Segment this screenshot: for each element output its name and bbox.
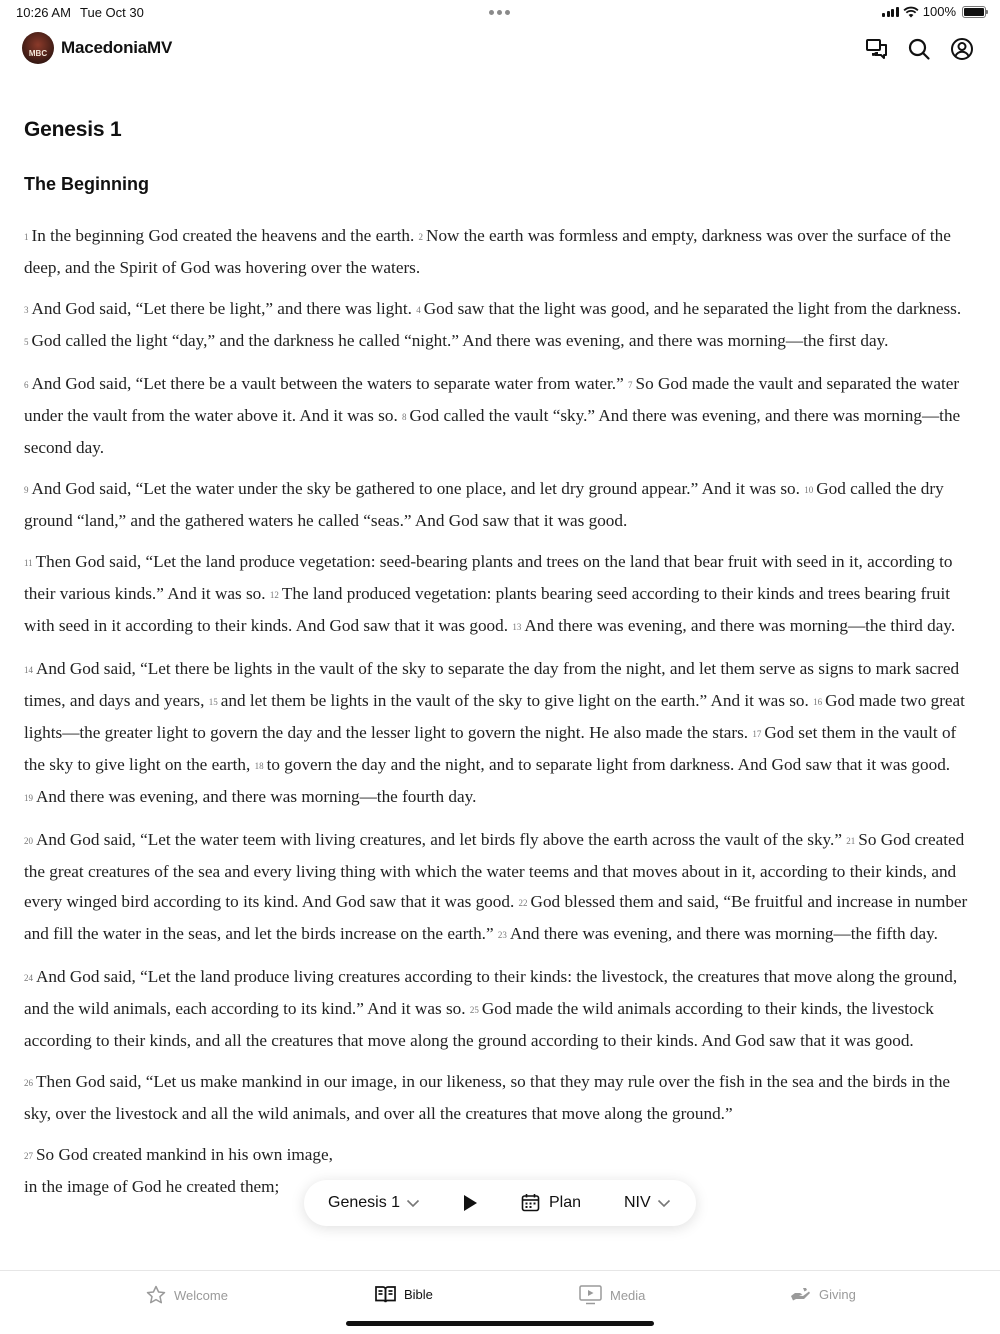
reading-plan-button[interactable] [521,1193,581,1212]
section-title: The Beginning [24,174,149,194]
status-bar [0,0,1000,24]
play-icon [462,1194,478,1212]
home-indicator[interactable] [346,1321,654,1326]
verse-text[interactable]: And God said, “Let there be a vault between the waters to separate water from water.” [31,374,624,393]
verse-number[interactable]: 18 [254,761,264,771]
verse-text[interactable]: So God created the great creatures of the sea and every living thing with which the water teems and that moves about in it, according to their kinds, and every winged bird according to its kind. And God saw that it was good. [24,830,965,911]
verse-number[interactable]: 24 [24,973,33,983]
verse-text[interactable]: Then God said, “Let the land produce vegetation: seed-bearing plants and trees on the land that bear fruit with seed in it, according to their various kinds.” And it was so. [24,552,953,603]
giving-icon [790,1285,811,1303]
verse-number[interactable]: 20 [24,836,33,846]
tab-welcome[interactable] [146,1285,228,1305]
account-icon[interactable] [949,36,975,62]
bible-reader[interactable] [24,110,976,1270]
verse-number[interactable]: 16 [813,697,823,707]
verse-number[interactable]: 9 [24,485,29,495]
verse-number[interactable]: 12 [269,590,279,600]
verse-text[interactable]: And God said, “Let the water under the sky be gathered to one place, and let dry ground appear.” And it was so. [31,479,800,498]
battery-icon [962,6,986,18]
verse-text[interactable]: God blessed them and said, “Be fruitful and increase in number and fill the water in the seas, and let the birds increase on the earth.” [24,892,968,943]
verse-text[interactable]: In the beginning God created the heavens and the earth. [31,226,415,245]
verse-text[interactable]: God called the dry ground “land,” and the gathered waters he called “seas.” And God saw that it was good. [24,479,944,530]
verse-text[interactable]: And God said, “Let the land produce living creatures according to their kinds: the livestock, the creatures that move along the ground, and the wild animals, each according to its kind.” And it was so. [24,967,958,1018]
reader-controls [304,1180,696,1226]
verse-number[interactable]: 6 [24,380,29,390]
verse-text[interactable]: to govern the day and the night, and to separate light from darkness. And God saw that it was good. [266,755,951,774]
verse-text[interactable]: So God created mankind in his own image, in the image of God he created them; [24,1145,333,1196]
passage-paragraph [24,221,976,283]
star-icon [146,1285,166,1305]
verse-number[interactable]: 15 [208,697,218,707]
passage-paragraph [24,654,976,814]
book-chapter-selector[interactable] [328,1194,420,1212]
app-header [0,30,1000,68]
calendar-icon [521,1193,540,1212]
verse-text[interactable]: So God made the vault and separated the water under the vault from the water above it. And it was so. [24,374,960,425]
version-label: NIV [624,1194,651,1211]
verse-text[interactable]: And there was evening, and there was morning—the fourth day. [36,787,477,806]
multitasking-dots-icon[interactable] [489,10,510,15]
status-time: 10:26 AM [16,5,71,20]
passage-paragraph [24,294,976,358]
verse-number[interactable]: 2 [418,232,424,242]
verse-number[interactable]: 22 [518,898,528,908]
verse-text[interactable]: Now the earth was formless and empty, darkness was over the surface of the deep, and the Spirit of God was hovering over the waters. [24,226,951,277]
verse-text[interactable]: And God said, “Let there be lights in the vault of the sky to separate the day from the night, and let them serve as signs to mark sacred times, and days and years, [24,659,960,710]
verse-number[interactable]: 10 [804,485,814,495]
tab-label: Media [610,1287,646,1303]
verse-number[interactable]: 1 [24,232,29,242]
verse-text[interactable]: God made the wild animals according to their kinds, the livestock according to their kinds, and all the creatures that move along the ground according to their kinds. And God saw that it was good. [24,999,934,1050]
verse-text[interactable]: and let them be lights in the vault of the sky to give light on the earth.” And it was so. [220,691,809,710]
verse-text[interactable]: God called the vault “sky.” And there was evening, and there was morning—the second day. [24,406,961,457]
status-date: Tue Oct 30 [80,5,144,20]
verse-number[interactable]: 17 [752,729,762,739]
wifi-icon [903,6,919,18]
verse-text[interactable]: God called the light “day,” and the darkness he called “night.” And there was evening, and there was morning—the first day. [31,331,889,350]
verse-number[interactable]: 7 [628,380,633,390]
tab-bible[interactable] [375,1285,433,1303]
version-selector[interactable] [624,1194,671,1212]
verse-text[interactable]: Then God said, “Let us make mankind in our image, in our likeness, so that they may rule over the fish in the sea and the birds in the sky, over the livestock and all the wild animals, and over all the creatures that move along the ground.” [24,1072,951,1123]
verse-number[interactable]: 27 [24,1151,33,1161]
play-audio-button[interactable] [462,1194,478,1217]
passage-paragraph [24,369,976,463]
verse-number[interactable]: 21 [846,836,856,846]
verse-number[interactable]: 26 [24,1078,33,1088]
verse-text[interactable]: And there was evening, and there was morning—the third day. [524,616,956,635]
tab-giving[interactable] [790,1285,856,1303]
passage-paragraph [24,474,976,536]
book-chapter-label: Genesis 1 [328,1194,401,1211]
verse-text[interactable]: And God said, “Let the water teem with living creatures, and let birds fly above the earth across the vault of the sky.” [36,830,842,849]
verse-number[interactable]: 23 [497,930,507,940]
search-icon[interactable] [906,36,932,62]
plan-label: Plan [549,1193,582,1211]
passage-paragraph [24,825,976,951]
passage-paragraph [24,962,976,1056]
cellular-signal-icon [882,6,899,17]
passage-paragraph [24,1067,976,1129]
verse-text[interactable]: The land produced vegetation: plants bearing seed according to their kinds and trees bearing fruit with seed in it according to their kinds. And God saw that it was good. [24,584,951,635]
verse-text[interactable]: And God said, “Let there be light,” and there was light. [31,299,412,318]
verse-number[interactable]: 8 [402,412,407,422]
tab-label: Welcome [174,1287,228,1303]
verse-text[interactable]: God saw that the light was good, and he separated the light from the darkness. [423,299,962,318]
passage-text[interactable] [24,221,976,1202]
battery-percent: 100% [922,4,956,19]
verse-number[interactable]: 4 [416,305,421,315]
status-indicators [882,4,986,19]
verse-number[interactable]: 5 [24,337,29,347]
verse-number[interactable]: 3 [24,305,29,315]
media-icon [579,1285,602,1305]
app-name: MacedoniaMV [61,38,173,57]
church-logo-avatar[interactable]: MBC [22,32,54,64]
verse-number[interactable]: 19 [24,793,33,803]
tab-media[interactable] [579,1285,645,1305]
chat-icon[interactable] [864,36,890,62]
verse-text[interactable]: God made two great lights—the greater light to govern the day and the lesser light to govern the night. He also made the stars. [24,691,965,742]
verse-text[interactable]: And there was evening, and there was morning—the fifth day. [509,924,938,943]
verse-number[interactable]: 13 [512,622,522,632]
verse-number[interactable]: 11 [24,558,33,568]
chapter-title: Genesis 1 [24,118,122,141]
book-icon [375,1285,396,1303]
tab-label: Giving [819,1286,856,1302]
passage-paragraph [24,547,976,643]
chevron-down-icon [406,1198,420,1208]
verse-number[interactable]: 25 [469,1005,479,1015]
verse-text[interactable]: God set them in the vault of the sky to give light on the earth, [24,723,957,774]
chevron-down-icon [657,1198,671,1208]
verse-number[interactable]: 14 [24,665,33,675]
tab-label: Bible [404,1286,433,1302]
